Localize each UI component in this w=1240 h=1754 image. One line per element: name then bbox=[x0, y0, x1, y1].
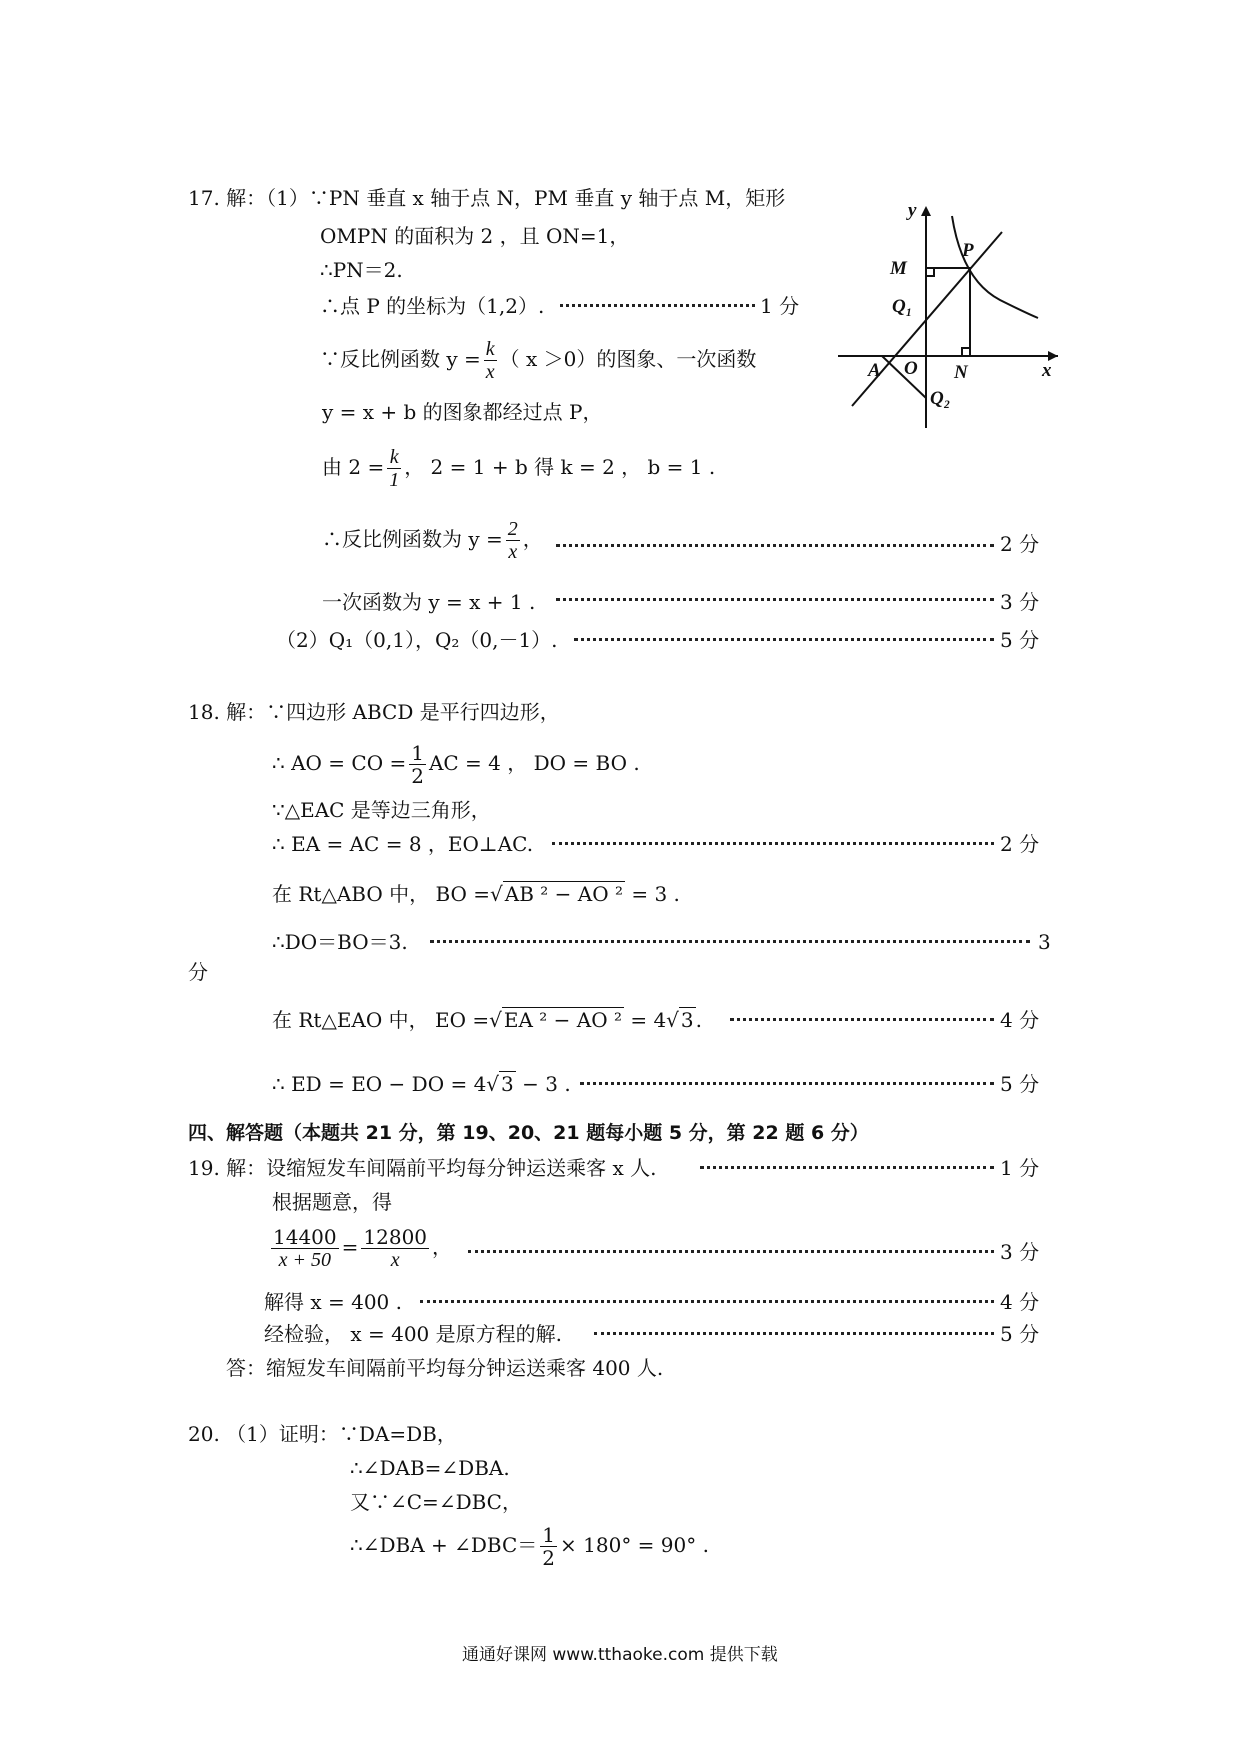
q20-line4 bbox=[350, 1524, 709, 1569]
q17-line10: （2）Q₁（0,1），Q₂（0,－1）. bbox=[276, 628, 558, 652]
fraction-numerator: 1 bbox=[411, 741, 424, 765]
leader-dots bbox=[560, 304, 755, 307]
label-q2: Q₂ bbox=[930, 388, 951, 409]
score-label: 5 分 bbox=[1000, 1072, 1040, 1096]
q20-line4-post: × 180° = 90° . bbox=[560, 1533, 709, 1557]
leader-dots bbox=[468, 1250, 994, 1253]
leader-dots bbox=[574, 638, 994, 641]
radical-sign: √ bbox=[490, 882, 503, 906]
label-y: y bbox=[908, 200, 917, 221]
q17-line8 bbox=[322, 518, 543, 563]
page-footer: 通通好课网 www.tthaoke.com 提供下载 bbox=[462, 1645, 778, 1665]
fraction-denominator: x bbox=[485, 361, 495, 383]
q18-line1: 18. 解：∵四边形 ABCD 是平行四边形， bbox=[188, 700, 560, 724]
fraction bbox=[506, 518, 520, 563]
q18-line2-post: AC = 4 ， DO = BO . bbox=[428, 751, 640, 775]
fraction bbox=[387, 446, 401, 491]
leader-dots bbox=[580, 1082, 994, 1085]
score-label: 4 分 bbox=[1000, 1008, 1040, 1032]
q18-line5-pre: 在 Rt△ABO 中， BO = bbox=[272, 882, 491, 906]
radicand: AB ² − AO ² bbox=[504, 882, 623, 906]
q18-line6-wrap: 分 bbox=[188, 960, 208, 984]
q17-line8-post: ， bbox=[522, 527, 543, 551]
q18-line4: ∴ EA = AC = 8 ，EO⊥AC. bbox=[272, 832, 534, 856]
score-label: 1 分 bbox=[1000, 1156, 1040, 1180]
q19-line5: 经检验， x = 400 是原方程的解. bbox=[264, 1322, 562, 1346]
leader-dots bbox=[700, 1166, 994, 1169]
fraction bbox=[484, 338, 497, 383]
q17-line8-pre: ∴反比例函数为 y = bbox=[322, 527, 503, 551]
fraction-denominator: 2 bbox=[411, 764, 424, 788]
fraction-denominator: 1 bbox=[389, 469, 400, 491]
score-label: 3 分 bbox=[1000, 1240, 1040, 1264]
q18-line2 bbox=[272, 742, 640, 787]
fraction-denominator: x bbox=[390, 1249, 400, 1271]
fraction bbox=[409, 742, 426, 787]
fraction-denominator: 2 bbox=[542, 1546, 556, 1570]
fraction-numerator: 2 bbox=[507, 518, 518, 540]
radical-sign: √ bbox=[486, 1072, 500, 1096]
q20-line1: 20. （1）证明：∵DA=DB， bbox=[188, 1422, 457, 1446]
q18-line6: ∴DO＝BO＝3. bbox=[272, 930, 408, 954]
q17-line9: 一次函数为 y = x + 1 . bbox=[322, 590, 536, 614]
y-axis-arrow bbox=[921, 206, 931, 216]
q18-line7-post: . bbox=[695, 1008, 703, 1032]
radicand: 3 bbox=[501, 1072, 514, 1096]
score-label: 3 分 bbox=[1000, 590, 1040, 614]
radical-sign: √ bbox=[666, 1008, 679, 1032]
leader-dots bbox=[430, 940, 1030, 943]
q19-line2: 根据题意，得 bbox=[272, 1190, 392, 1214]
q19-line6: 答：缩短发车间隔前平均每分钟运送乘客 400 人. bbox=[226, 1356, 664, 1380]
q17-line2: OMPN 的面积为 2 ，且 ON=1， bbox=[320, 224, 630, 248]
q18-line7 bbox=[272, 1010, 702, 1030]
fraction-numerator: k bbox=[387, 446, 401, 469]
score-label: 2 分 bbox=[1000, 832, 1040, 856]
leader-dots bbox=[556, 598, 994, 601]
leader-dots bbox=[594, 1332, 994, 1335]
score-label: 4 分 bbox=[1000, 1290, 1040, 1314]
q17-line7-pre: 由 2 = bbox=[322, 455, 385, 479]
q17-line5-post: （ x ＞0）的图象、一次函数 bbox=[499, 347, 757, 371]
q17-line5-pre: ∵反比例函数 y = bbox=[320, 347, 481, 371]
leader-dots bbox=[420, 1300, 994, 1303]
fraction-denominator: x + 50 bbox=[278, 1249, 331, 1271]
q17-line1: 17. 解：（1）∵PN 垂直 x 轴于点 N，PM 垂直 y 轴于点 M，矩形 bbox=[188, 186, 786, 210]
fraction-numerator: k bbox=[485, 338, 495, 360]
score-label: 3 bbox=[1038, 930, 1051, 954]
leader-dots bbox=[556, 544, 994, 547]
q18-line7-pre: 在 Rt△EAO 中， EO = bbox=[272, 1008, 490, 1032]
radicand: 3 bbox=[680, 1008, 694, 1032]
fraction-numerator: 12800 bbox=[363, 1225, 428, 1249]
fraction-numerator: 14400 bbox=[273, 1225, 337, 1249]
q17-line3: ∴PN＝2. bbox=[320, 258, 403, 282]
q18-line5-post: = 3 . bbox=[631, 882, 680, 906]
q18-line8-pre: ∴ ED = EO − DO = 4 bbox=[272, 1072, 487, 1096]
q18-line8-post: − 3 . bbox=[522, 1072, 571, 1096]
score-label: 2 分 bbox=[1000, 532, 1040, 556]
q19-eq-post: ， bbox=[432, 1235, 453, 1259]
label-p: P bbox=[962, 240, 974, 261]
fraction bbox=[540, 1524, 557, 1569]
radical-sign: √ bbox=[489, 1008, 502, 1032]
coordinate-figure bbox=[830, 200, 1060, 440]
leader-dots bbox=[552, 842, 994, 845]
q18-line8 bbox=[272, 1074, 571, 1094]
q20-line2: ∴∠DAB=∠DBA. bbox=[350, 1456, 510, 1480]
q18-line5 bbox=[272, 884, 680, 904]
q17-line7 bbox=[322, 446, 715, 491]
leader-dots bbox=[730, 1018, 994, 1021]
label-o: O bbox=[904, 358, 918, 379]
radicand: EA ² − AO ² bbox=[503, 1008, 622, 1032]
label-n: N bbox=[954, 362, 968, 383]
score-label: 5 分 bbox=[1000, 628, 1040, 652]
equals-sign: = bbox=[341, 1235, 359, 1259]
fraction bbox=[361, 1226, 429, 1271]
label-q1: Q₁ bbox=[892, 296, 913, 317]
fraction-numerator: 1 bbox=[542, 1523, 556, 1547]
fraction bbox=[271, 1226, 339, 1271]
label-m: M bbox=[890, 258, 907, 279]
fraction-denominator: x bbox=[508, 541, 518, 563]
score-label: 1 分 bbox=[760, 294, 800, 318]
right-angle-n bbox=[962, 348, 970, 356]
q17-line7-post: ， 2 = 1 + b 得 k = 2 ， b = 1 . bbox=[404, 455, 716, 479]
q18-line2-pre: ∴ AO = CO = bbox=[272, 751, 407, 775]
q20-line3: 又∵∠C=∠DBC， bbox=[350, 1490, 522, 1514]
score-label: 5 分 bbox=[1000, 1322, 1040, 1346]
q19-equation bbox=[268, 1226, 452, 1271]
q18-line3: ∵△EAC 是等边三角形， bbox=[272, 798, 491, 822]
right-angle-m bbox=[926, 268, 934, 276]
q17-line4: ∴点 P 的坐标为（1,2）. bbox=[320, 294, 545, 318]
q19-line4: 解得 x = 400 . bbox=[264, 1290, 402, 1314]
label-a: A bbox=[868, 360, 881, 381]
q20-line4-pre: ∴∠DBA + ∠DBC＝ bbox=[350, 1533, 538, 1557]
q17-line5 bbox=[320, 338, 756, 383]
q17-line6: y = x + b 的图象都经过点 P， bbox=[322, 400, 603, 424]
section-heading: 四、解答题（本题共 21 分，第 19、20、21 题每小题 5 分，第 22 题 6 分） bbox=[188, 1122, 869, 1144]
label-x: x bbox=[1042, 360, 1052, 381]
q19-line1: 19. 解：设缩短发车间隔前平均每分钟运送乘客 x 人. bbox=[188, 1156, 657, 1180]
q18-line7-mid: = 4 bbox=[630, 1008, 667, 1032]
